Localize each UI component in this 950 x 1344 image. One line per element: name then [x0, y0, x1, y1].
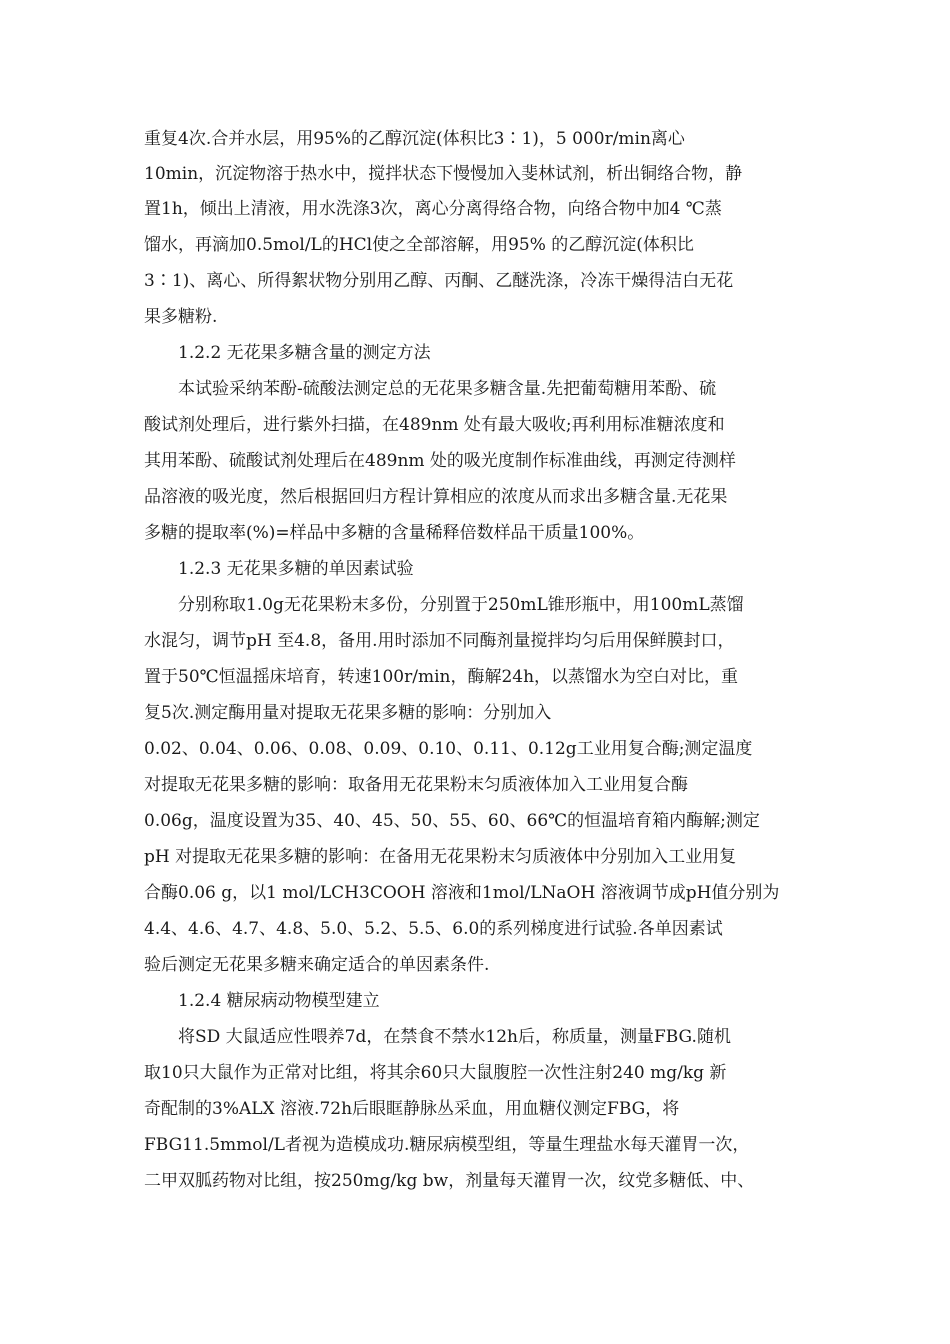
- text-line: 10min，沉淀物溶于热水中，搅拌状态下慢慢加入斐林试剂，析出铜络合物，静: [144, 164, 743, 184]
- section-heading: 1.2.4 糖尿病动物模型建立: [178, 991, 380, 1011]
- text-line: 置1h，倾出上清液，用水洗涤3次，离心分离得络合物，向络合物中加4 ℃蒸: [144, 199, 722, 219]
- text-line: 二甲双胍药物对比组，按250mg/kg bw，剂量每天灌胃一次，纹党多糖低、中、: [144, 1171, 755, 1191]
- text-line: 分别称取1.0g无花果粉末多份，分别置于250mL锥形瓶中，用100mL蒸馏: [178, 595, 744, 615]
- text-line: 对提取无花果多糖的影响：取备用无花果粉末匀质液体加入工业用复合酶: [144, 775, 688, 795]
- text-line: 将SD 大鼠适应性喂养7d，在禁食不禁水12h后，称质量，测量FBG.随机: [178, 1027, 731, 1047]
- text-line: 合酶0.06 g，以1 mol/LCH3COOH 溶液和1mol/LNaOH 溶液调节成pH值分别为: [144, 883, 780, 903]
- text-line: 水混匀，调节pH 至4.8，备用.用时添加不同酶剂量搅拌均匀后用保鲜膜封口，: [144, 631, 735, 651]
- section-heading: 1.2.2 无花果多糖含量的测定方法: [178, 343, 431, 363]
- text-line: 0.06g，温度设置为35、40、45、50、55、60、66℃的恒温培育箱内酶解;测定: [144, 811, 760, 831]
- text-line: 0.02、0.04、0.06、0.08、0.09、0.10、0.11、0.12g工业用复合酶;测定温度: [144, 739, 753, 759]
- text-line: 酸试剂处理后，进行紫外扫描，在489nm 处有最大吸收;再利用标准糖浓度和: [144, 415, 725, 435]
- text-line: 其用苯酚、硫酸试剂处理后在489nm 处的吸光度制作标准曲线，再测定待测样: [144, 451, 736, 471]
- text-line: 验后测定无花果多糖来确定适合的单因素条件.: [144, 955, 490, 975]
- text-line: pH 对提取无花果多糖的影响：在备用无花果粉末匀质液体中分别加入工业用复: [144, 847, 737, 867]
- text-line: 3∶1)、离心、所得絮状物分别用乙醇、丙酮、乙醚洗涤，冷冻干燥得洁白无花: [144, 271, 734, 291]
- text-line: 多糖的提取率(%)=样品中多糖的含量稀释倍数样品干质量100%。: [144, 523, 645, 543]
- text-line: 品溶液的吸光度，然后根据回归方程计算相应的浓度从而求出多糖含量.无花果: [144, 487, 728, 507]
- text-line: 4.4、4.6、4.7、4.8、5.0、5.2、5.5、6.0的系列梯度进行试验.各单因素试: [144, 919, 723, 939]
- text-line: 取10只大鼠作为正常对比组，将其余60只大鼠腹腔一次性注射240 mg/kg 新: [144, 1063, 727, 1083]
- text-line: 本试验采纳苯酚-硫酸法测定总的无花果多糖含量.先把葡萄糖用苯酚、硫: [178, 379, 717, 399]
- text-line: 馏水，再滴加0.5mol/L的HCl使之全部溶解，用95% 的乙醇沉淀(体积比: [144, 235, 694, 255]
- text-line: 果多糖粉.: [144, 307, 218, 327]
- text-line: 奇配制的3%ALX 溶液.72h后眼眶静脉丛采血，用血糖仪测定FBG，将: [144, 1099, 680, 1119]
- section-heading: 1.2.3 无花果多糖的单因素试验: [178, 559, 414, 579]
- text-line: 重复4次.合并水层，用95%的乙醇沉淀(体积比3∶1)，5 000r/min离心: [144, 129, 685, 149]
- text-line: FBG11.5mmol/L者视为造模成功.糖尿病模型组，等量生理盐水每天灌胃一次，: [144, 1135, 750, 1155]
- text-line: 置于50℃恒温摇床培育，转速100r/min，酶解24h，以蒸馏水为空白对比，重: [144, 667, 739, 687]
- text-line: 复5次.测定酶用量对提取无花果多糖的影响：分别加入: [144, 703, 552, 723]
